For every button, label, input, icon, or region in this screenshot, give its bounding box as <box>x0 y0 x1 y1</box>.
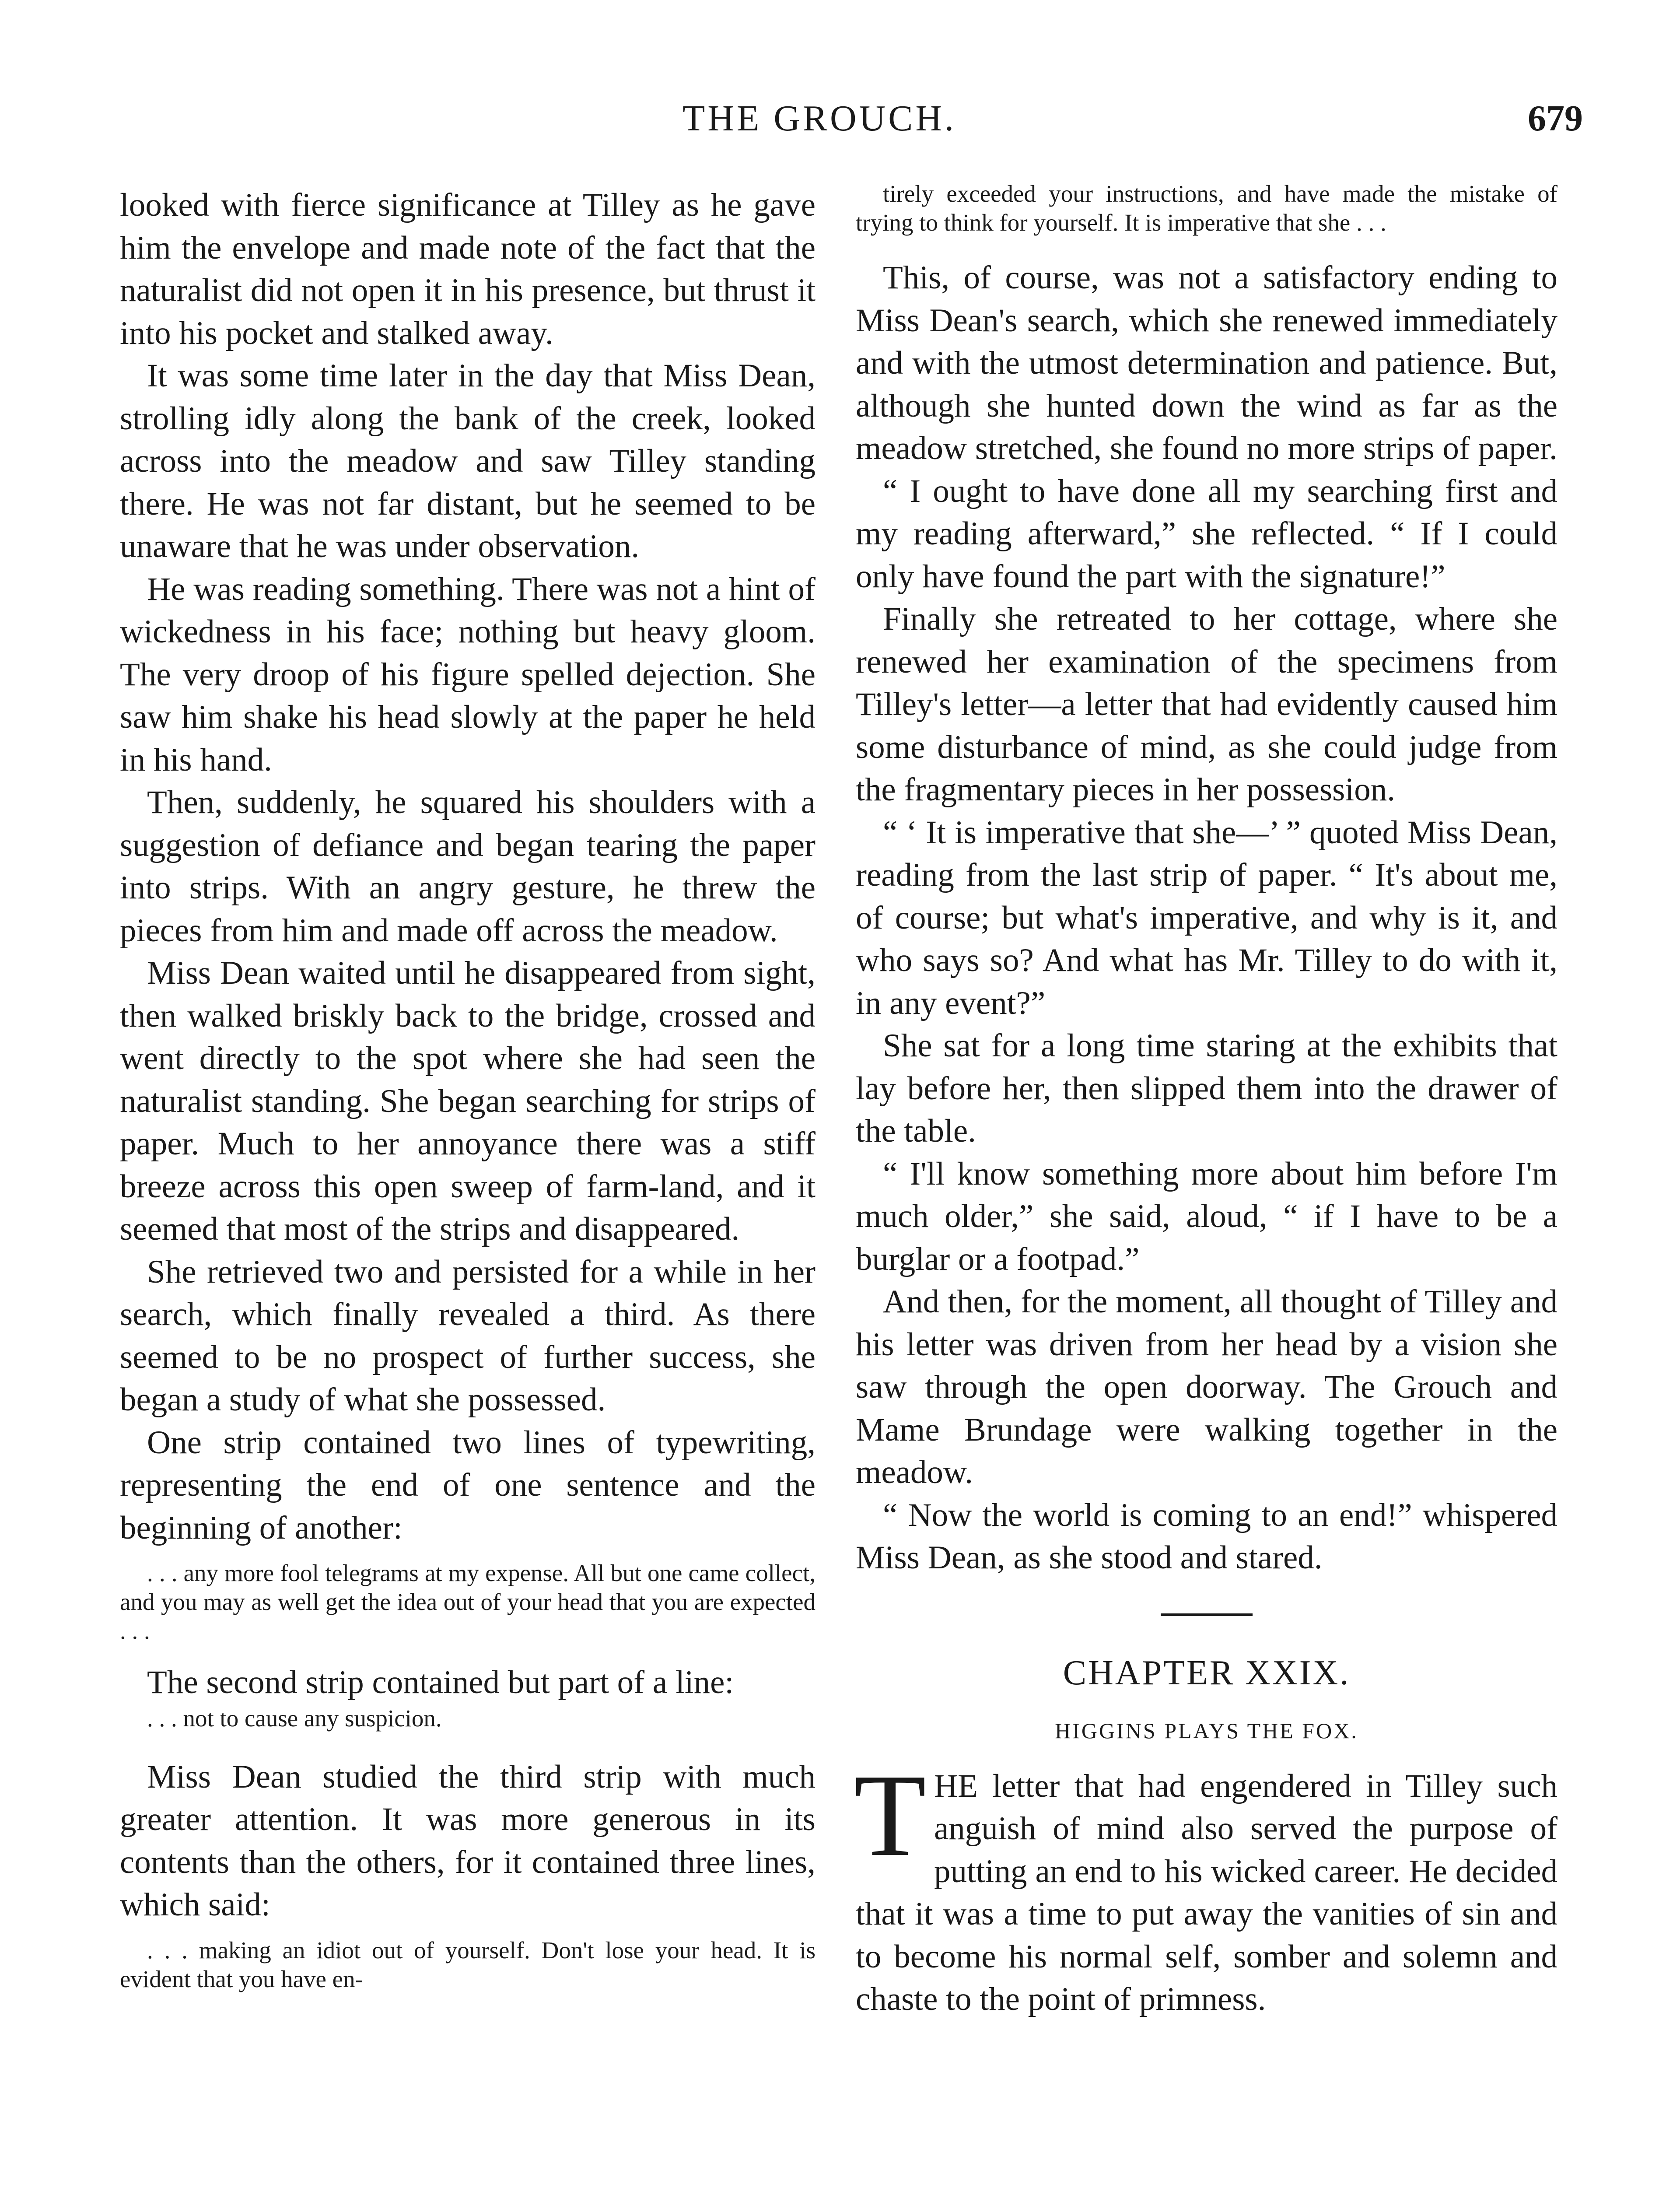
chapter-title: CHAPTER XXIX. <box>1063 1653 1351 1692</box>
chapter-subtitle: HIGGINS PLAYS THE FOX. <box>1055 1718 1358 1743</box>
paragraph: This, of course, was not a satisfactory ending to Miss Dean's search, which she renewed immediately and with the utmost determination and patience. But, although she hunted down the wind as far as the meadow stretched, she found no more strips of paper. <box>856 259 1558 466</box>
paragraph: He was reading something. There was not a hint of wickedness in his face; nothing but heavy gloom. The very droop of his figure spelled dejection. She saw him shake his head slowly at the paper he held in his hand. <box>120 571 816 778</box>
paragraph: Finally she retreated to her cottage, where she renewed her examination of the specimens from Tilley's letter—a letter that had evidently caused him some disturbance of mind, as she could judge from the fragmentary pieces in her possession. <box>856 601 1558 808</box>
opening-text: HE letter that had engendered in Tilley such anguish of mind also served the purpose of putting an end to his wicked career. He decided that it was a time to put away the vanities of sin and to become his normal self, somber and solemn and chaste to the point of primness. <box>856 1767 1558 2017</box>
paragraph: One strip contained two lines of typewriting, representing the end of one sentence and the beginning of another: <box>120 1424 816 1546</box>
paragraph: The second strip contained but part of a line: <box>147 1664 734 1701</box>
running-head: THE GROUCH. <box>682 98 956 139</box>
paragraph: Then, suddenly, he squared his shoulders with a suggestion of defiance and began tearing the paper into strips. With an angry gesture, he threw the pieces from him and made off across the meadow. <box>120 784 816 949</box>
paragraph: Miss Dean waited until he disappeared from sight, then walked briskly back to the bridge, crossed and went directly to the spot where she had seen the naturalist standing. She began searching for strips of paper. Much to her annoyance there was a stiff breeze across this open sweep of farm-land, and it seemed that most of the strips and disappeared. <box>120 955 816 1247</box>
paragraph: Miss Dean studied the third strip with much greater attention. It was more generous in its contents than the others, for it contained three lines, which said: <box>120 1758 816 1923</box>
section-divider <box>1161 1613 1253 1616</box>
paragraph: “ Now the world is coming to an end!” whispered Miss Dean, as she stood and stared. <box>856 1497 1558 1576</box>
paragraph: She sat for a long time staring at the exhibits that lay before her, then slipped them into the drawer of the table. <box>856 1027 1558 1149</box>
page-number: 679 <box>1528 98 1583 139</box>
paragraph: “ I'll know something more about him before I'm much older,” she said, aloud, “ if I have to be a burglar or a footpad.” <box>856 1155 1558 1277</box>
left-column <box>120 184 816 2009</box>
paragraph: And then, for the moment, all thought of Tilley and his letter was driven from her head by a vision she saw through the open doorway. The Grouch and Mame Brundage were walking together in the meadow. <box>856 1283 1558 1490</box>
paragraph: “ ‘ It is imperative that she—’ ” quoted Miss Dean, reading from the last strip of paper. “ It's about me, of course; but what's imperative, and why is it, and who says so? And what has Mr. Tilley to do with it, in any event?” <box>856 814 1558 1021</box>
chapter-opening-paragraph <box>854 1750 1558 2021</box>
drop-cap: T <box>854 1750 926 1881</box>
typewritten-quote: . . . not to cause any suspicion. <box>147 1704 442 1732</box>
typewritten-quote-continued: tirely exceeded your instructions, and have made the mistake of trying to think for yourself. It is imperative that she . . . <box>856 180 1558 236</box>
paragraph: looked with fierce significance at Tilley as he gave him the envelope and made note of the fact that the naturalist did not open it in his presence, but thrust it into his pocket and stalked away. <box>120 187 816 351</box>
typewritten-quote: . . . making an idiot out of yourself. Don't lose your head. It is evident that you have en- <box>120 1936 816 1992</box>
typewritten-quote: . . . any more fool telegrams at my expense. All but one came collect, and you may as well get the idea out of your head that you are expected . . . <box>120 1560 816 1644</box>
right-column <box>854 180 1558 2021</box>
paragraph: She retrieved two and persisted for a while in her search, which finally revealed a third. As there seemed to be no prospect of further success, she began a study of what she possessed. <box>120 1253 816 1418</box>
paragraph: “ I ought to have done all my searching first and my reading afterward,” she reflected. “ If I could only have found the part with the signature!” <box>856 473 1558 595</box>
paragraph: It was some time later in the day that Miss Dean, strolling idly along the bank of the creek, looked across into the meadow and saw Tilley standing there. He was not far distant, but he seemed to be unaware that he was under observation. <box>120 358 816 565</box>
